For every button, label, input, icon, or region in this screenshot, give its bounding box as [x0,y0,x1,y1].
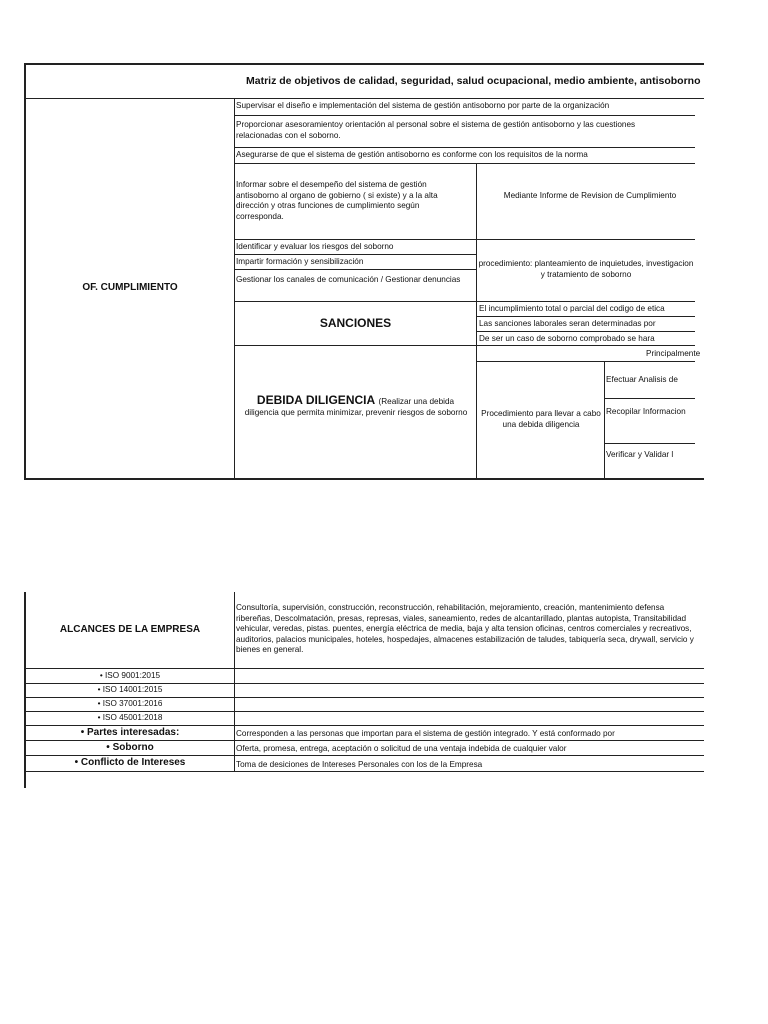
matrix-title: Matriz de objetivos de calidad, seguridad, salud ocupacional, medio ambiente, antisoborno [246,75,701,87]
duty-item: Identificar y evaluar los riesgos del soborno [236,242,394,251]
iso-standard: • ISO 14001:2015 [97,685,163,694]
sanction-line: Las sanciones laborales seran determinadas por [479,319,656,328]
due-diligence-procedure: Procedimiento para llevar a cabo una debida diligencia [481,409,601,429]
due-diligence-step: Efectuar Analisis de [606,375,678,384]
definition-text: Oferta, promesa, entrega, aceptación o solicitud de una ventaja indebida de cualquier valor [236,744,567,753]
debida-diligencia-description: diligencia que permita minimizar, prevenir riesgos de soborno [244,408,468,417]
definition-term: • Partes interesadas: [80,727,180,738]
complaints-procedure: procedimiento: planteamiento de inquietudes, investigacion y tratamiento de soborno [478,259,694,279]
sanciones-label: SANCIONES [319,316,392,330]
duty-item: Gestionar los canales de comunicación / Gestionar denuncias [236,275,461,284]
definition-term: • Soborno [106,742,154,753]
debida-diligencia-label: DEBIDA DILIGENCIA [256,393,376,407]
iso-standard: • ISO 37001:2016 [97,699,163,708]
duty-item: Proporcionar asesoramientoy orientación al personal sobre el sistema de gestión antisoborno y las cuestiones relacionadas con el soborno. [236,120,636,140]
iso-standard: • ISO 9001:2015 [99,671,161,680]
report-method: Mediante Informe de Revision de Cumplimiento [503,191,677,200]
due-diligence-step: Recopilar Informacion [606,407,686,416]
sanction-line: De ser un caso de soborno comprobado se hara [479,334,655,343]
alcances-text: Consultoría, supervisión, construcción, reconstrucción, rehabilitación, mejoramiento, creación, mantenimiento defensa ribereñas, Descolmatación, presas, represas, viales, saneamiento, redes de alcantarillado, plantas autopista, Transitabilidad vehicular, veredas, pistas. puentes, energía eléctrica de media, baja y alta tension oficinas, centros comerciales y recreativos, auditorios, palacios municipales, hoteles, hospedajes, almacenes estabilización de taludes, tabiquería seca, drywall, servicio y bienes en general. [236,603,694,655]
duty-item: Supervisar el diseño e implementación del sistema de gestión antisoborno por parte de la organización [236,101,610,110]
role-label: OF. CUMPLIMIENTO [82,282,178,293]
definition-term: • Conflicto de Intereses [74,757,186,768]
duty-item: Informar sobre el desempeño del sistema de gestión antisoborno al organo de gobierno ( si existe) y a la alta dirección y otras funciones de cumplimiento según corresponda. [236,180,438,221]
debida-diligencia-suffix: (Realizar una debida [378,397,455,406]
duty-item: Asegurarse de que el sistema de gestión antisoborno es conforme con los requisitos de la norma [236,150,588,159]
principal-label: Principalmente [646,349,701,358]
alcances-label: ALCANCES DE LA EMPRESA [59,624,201,635]
definition-text: Toma de desiciones de Intereses Personales con los de la Empresa [236,760,483,769]
debida-diligencia-heading [235,393,476,409]
definition-text: Corresponden a las personas que importan para el sistema de gestión integrado. Y está conformado por [236,729,615,738]
duty-item: Impartir formación y sensibilización [236,257,364,266]
due-diligence-step: Verificar y Validar l [606,450,674,459]
iso-standard: • ISO 45001:2018 [97,713,163,722]
sanction-line: El incumplimiento total o parcial del codigo de etica [479,304,665,313]
